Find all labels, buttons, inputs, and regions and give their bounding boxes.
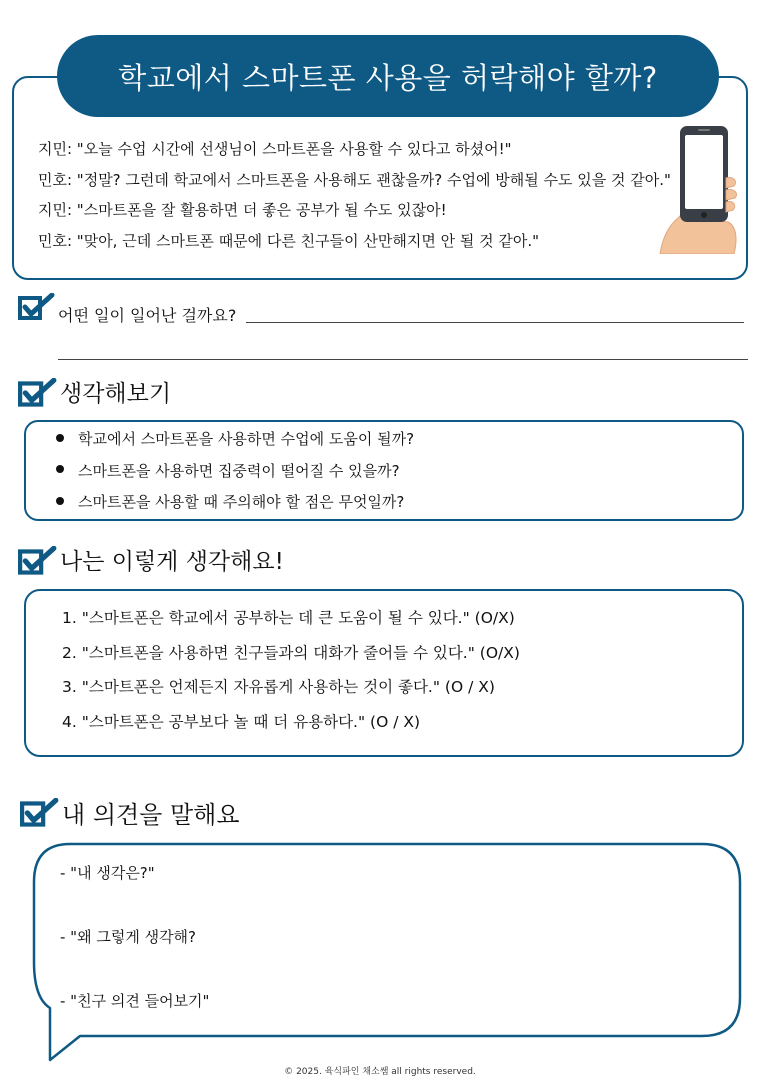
answer-line — [246, 322, 744, 323]
think-heading: 생각해보기 — [60, 381, 172, 407]
list-item — [56, 460, 414, 492]
opinion-prompt: - "친구 의견 들어보기" — [60, 992, 210, 1010]
bullet-icon — [56, 434, 64, 442]
phone-in-hand-icon — [656, 122, 740, 254]
question-what-happened: 어떤 일이 일어난 걸까요? — [58, 306, 237, 325]
list-item-text: 스마트폰을 사용하면 집중력이 떨어질 수 있을까? — [78, 461, 400, 480]
opinion-prompt: - "내 생각은?" — [60, 864, 155, 882]
dialog-line: 민호: "정말? 그런데 학교에서 스마트폰을 사용해도 괜찮을까? 수업에 방해될 수도 있을 것 같아." — [38, 170, 671, 189]
list-item — [56, 491, 414, 523]
checkbox-checked-icon — [18, 293, 56, 323]
list-item — [56, 428, 414, 460]
think-list — [56, 428, 414, 523]
ox-item: 4. "스마트폰은 공부보다 놀 때 더 유용하다." (O / X) — [62, 712, 421, 731]
ox-list — [62, 606, 520, 744]
list-item-text: 스마트폰을 사용할 때 주의해야 할 점은 무엇일까? — [78, 493, 405, 511]
my-think-heading: 나는 이렇게 생각해요! — [60, 549, 284, 575]
list-item-text: 학교에서 스마트폰을 사용하면 수업에 도움이 될까? — [78, 430, 415, 448]
ox-item: 3. "스마트폰은 언제든지 자유롭게 사용하는 것이 좋다." (O / X) — [62, 678, 495, 696]
opinion-prompt: - "왜 그렇게 생각해? — [60, 928, 197, 946]
opinion-heading: 내 의견을 말해요 — [62, 801, 240, 829]
ox-item: 1. "스마트폰은 학교에서 공부하는 데 큰 도움이 될 수 있다." (O/X) — [62, 609, 515, 627]
bullet-icon — [56, 497, 64, 505]
copyright-footer: © 2025. 육식파인 채소쌤 all rights reserved. — [284, 1067, 476, 1076]
dialog-line: 지민: "스마트폰을 잘 활용하면 더 좋은 공부가 될 수도 있잖아! — [38, 201, 447, 219]
dialog-line: 민호: "맞아, 근데 스마트폰 때문에 다른 친구들이 산만해지면 안 될 것 같아." — [38, 231, 540, 250]
bullet-icon — [56, 465, 64, 473]
checkbox-checked-icon — [18, 546, 58, 578]
answer-line — [58, 359, 748, 360]
dialog-lines — [38, 138, 678, 260]
page-title: 학교에서 스마트폰 사용을 허락해야 할까? — [57, 35, 719, 117]
checkbox-checked-icon — [20, 798, 60, 830]
checkbox-checked-icon — [18, 378, 58, 410]
ox-item: 2. "스마트폰을 사용하면 친구들과의 대화가 줄어들 수 있다." (O/X) — [62, 643, 520, 662]
dialog-line: 지민: "오늘 수업 시간에 선생님이 스마트폰을 사용할 수 있다고 하셨어!" — [38, 140, 512, 158]
